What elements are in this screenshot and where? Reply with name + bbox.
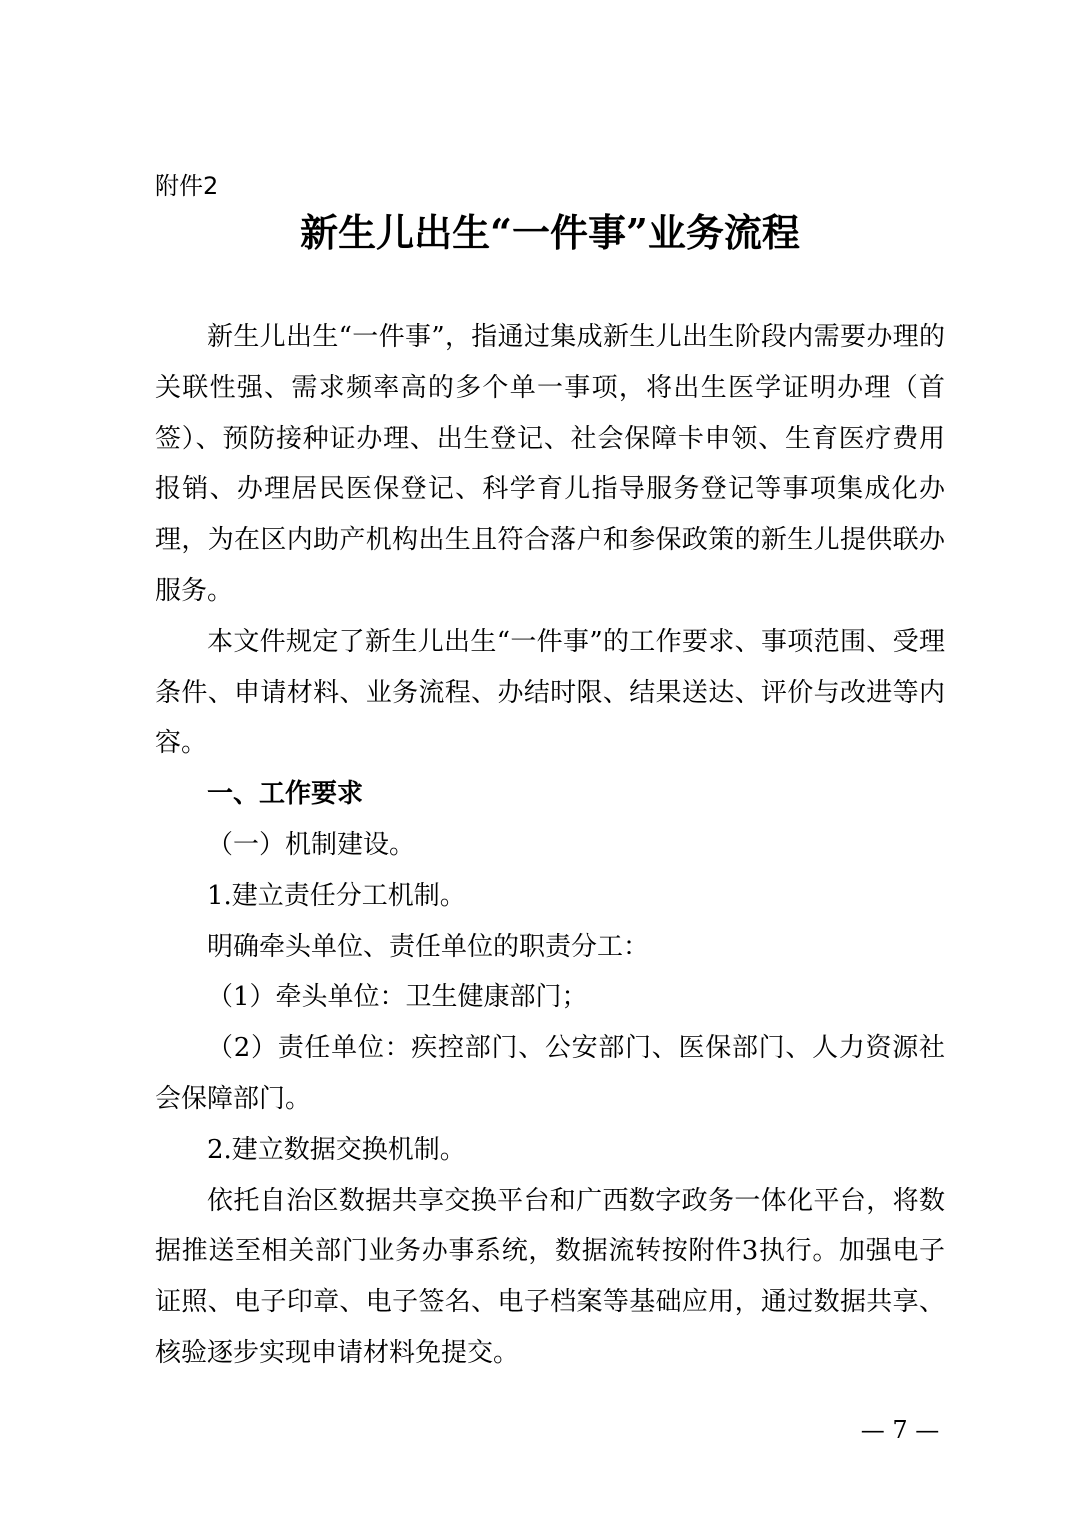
item-description-responsibility: 明确牵头单位、责任单位的职责分工： bbox=[207, 931, 650, 962]
lead-unit-line: （1）牵头单位：卫生健康部门； bbox=[207, 982, 588, 1013]
intro-paragraph: 新生儿出生“一件事”，指通过集成新生儿出生阶段内需要办理的关联性强、需求频率高的多个单一事项，将出生医学证明办理（首签）、预防接种证办理、出生登记、社会保障卡申领、生育医疗费用报销、办理居民医保登记、科学育儿指导服务登记等事项集成化办理，为在区内助产机构出生且符合落户和参保政策的新生儿提供联办服务。 bbox=[155, 322, 945, 606]
item-heading-responsibility: 1.建立责任分工机制。 bbox=[207, 880, 466, 911]
scope-paragraph: 本文件规定了新生儿出生“一件事”的工作要求、事项范围、受理条件、申请材料、业务流程、办结时限、结果送达、评价与改进等内容。 bbox=[155, 626, 945, 759]
subsection-heading-mechanism: （一）机制建设。 bbox=[207, 829, 416, 860]
section-heading-work-requirements: 一、工作要求 bbox=[207, 779, 364, 810]
document-title: 新生儿出生“一件事”业务流程 bbox=[300, 210, 800, 255]
annex-label: 附件2 bbox=[155, 172, 219, 200]
data-exchange-paragraph: 依托自治区数据共享交换平台和广西数字政务一体化平台，将数据推送至相关部门业务办事系统，数据流转按附件3执行。加强电子证照、电子印章、电子签名、电子档案等基础应用，通过数据共享、核验逐步实现申请材料免提交。 bbox=[155, 1185, 945, 1368]
item-heading-data-exchange: 2.建立数据交换机制。 bbox=[207, 1134, 466, 1165]
page-number: — 7 — bbox=[860, 1416, 940, 1444]
responsible-units-paragraph: （2）责任单位：疾控部门、公安部门、医保部门、人力资源社会保障部门。 bbox=[155, 1033, 945, 1114]
document-body bbox=[155, 312, 945, 1379]
